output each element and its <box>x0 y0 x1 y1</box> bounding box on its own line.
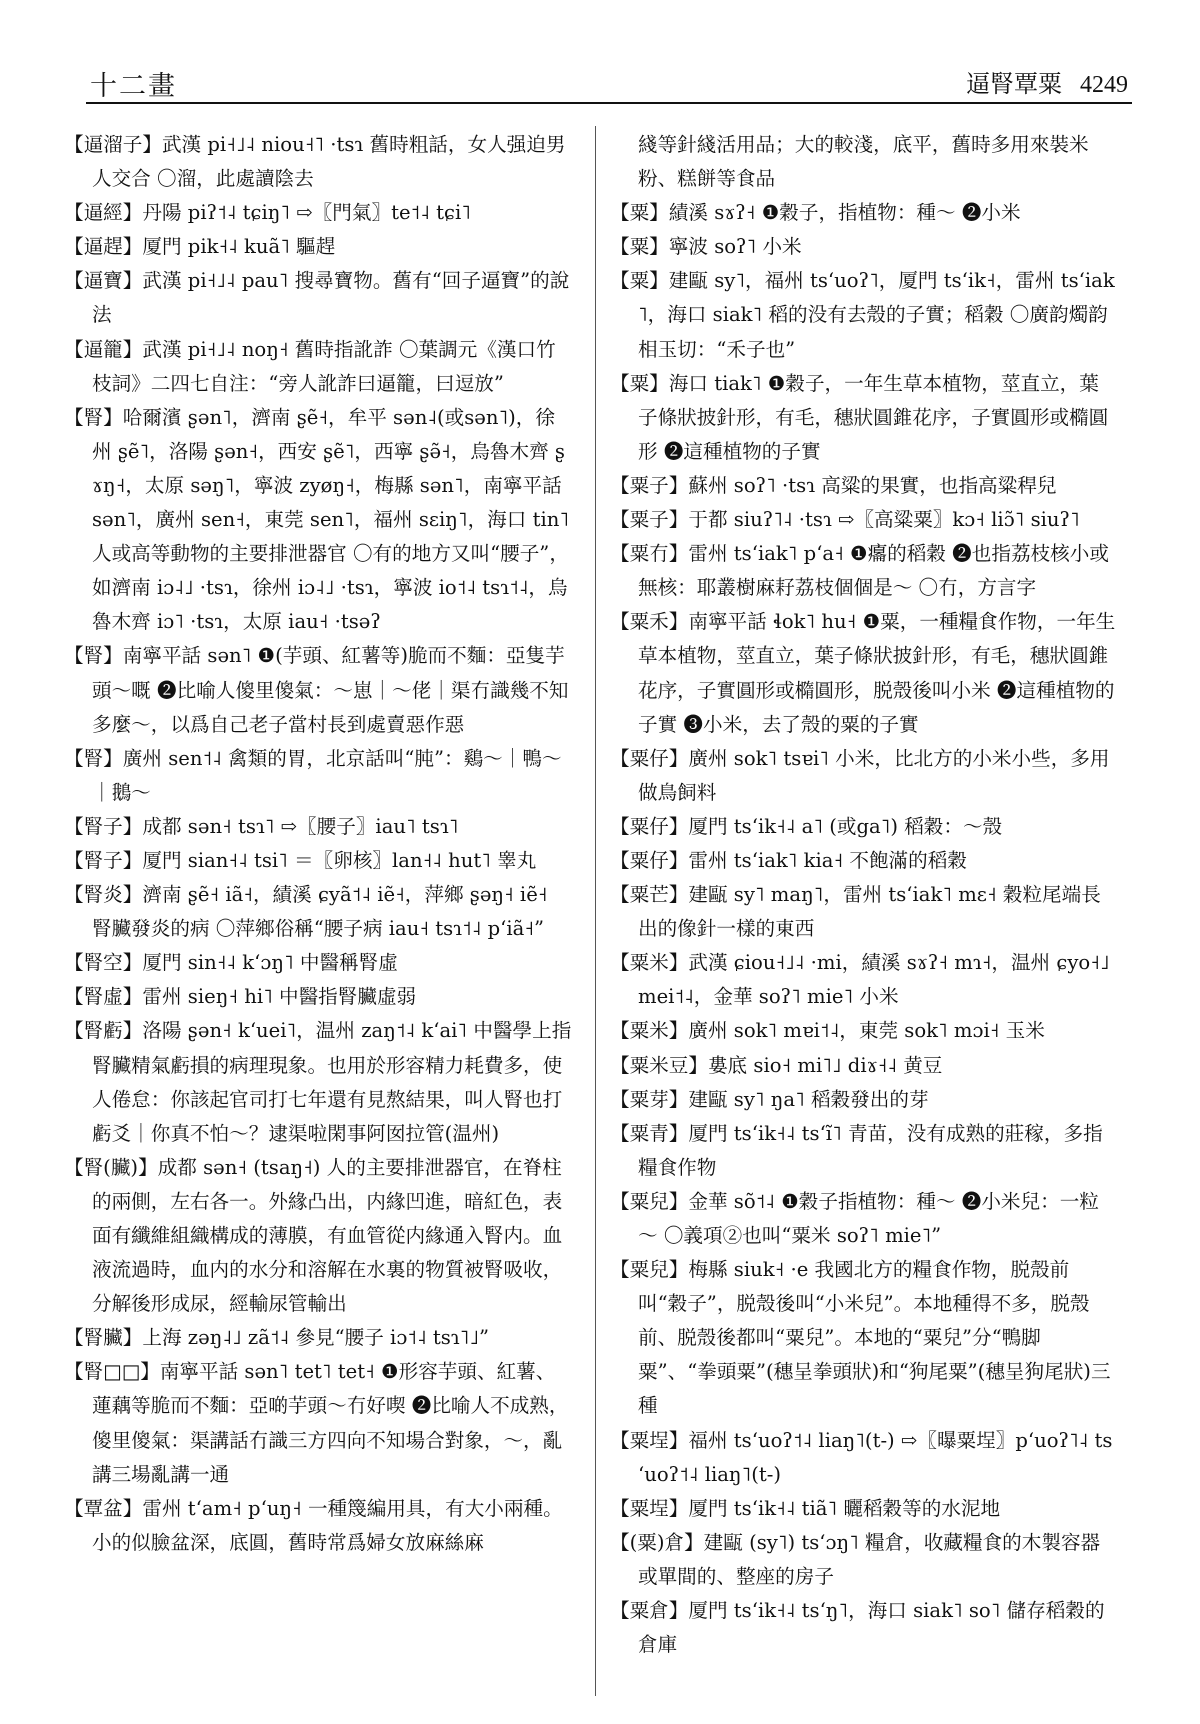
section-label: 十二畫 <box>90 71 177 102</box>
column-divider <box>595 126 596 1696</box>
dictionary-entry: 【粟】建甌 sy˥，福州 tsʻuoʔ˥，厦門 tsʻik˧，雷州 tsʻiak˥，海口 siak˥ 稻的没有去殼的子實；稻穀 〇廣韵燭韵相玉切：“禾子也” <box>610 269 1115 361</box>
dictionary-entry: 【腎】南寧平話 sən˥ ❶(芋頭、紅薯等)脆而不麵：亞隻芋頭～嘅 ❷比喻人傻里傻氣：～崽｜～佬｜渠冇識幾不知多麼～，以爲自己老子當村長到處賣惡作惡 <box>64 644 569 736</box>
right-column <box>610 128 1118 1662</box>
headwords: 逼腎覃粟 <box>966 70 1062 98</box>
dictionary-entry: 【逼籠】武漢 pi˧˩˨ noŋ˧ 舊時指訛詐 〇葉調元《漢口竹枝詞》二四七自注：“旁人訛詐曰逼籠，曰逗放” <box>64 337 556 395</box>
dictionary-entry: 【粟】績溪 sɤʔ˧ ❶穀子，指植物：種～ ❷小米 <box>610 201 1021 225</box>
dictionary-entry: 【腎子】厦門 sian˧˨ tsi˥ ＝〖卵核〗lan˧˨ hut˥ 睾丸 <box>64 848 537 872</box>
dictionary-entry: 【粟青】厦門 tsʻik˧˨ tsʻĩ˥ 青苗，没有成熟的莊稼，多指糧食作物 <box>610 1121 1103 1179</box>
dictionary-entry: 【腎炎】濟南 ʂẽ˧ iã˧，績溪 ɕyã˦˨ iẽ˧，萍鄉 ʂəŋ˧ iẽ˧ 腎臟發炎的病 〇萍鄉俗稱“腰子病 iau˧ tsɿ˦˨ pʻiã˧” <box>64 883 548 941</box>
dictionary-entry: 【粟仔】雷州 tsʻiak˥ kia˧ 不飽滿的稻穀 <box>610 848 967 872</box>
dictionary-entry: 【粟埕】福州 tsʻuoʔ˦˨ liaŋ˥(t-) ⇨〖曝粟埕〗pʻuoʔ˥˨ tsʻuoʔ˦˨ liaŋ˥(t-) <box>610 1428 1113 1486</box>
dictionary-entry: 【粟米】廣州 sok˥ mɐi˦˨，東莞 sok˥ mɔi˧ 玉米 <box>610 1019 1045 1043</box>
dictionary-entry: 【腎子】成都 sən˧ tsɿ˥ ⇨〖腰子〗iau˥ tsɿ˥ <box>64 814 459 838</box>
dictionary-entry: 【腎臟】上海 zəŋ˨˩ zã˦˨ 參見“腰子 iɔ˦˨ tsɿ˥˩” <box>64 1326 489 1350</box>
dictionary-entry: 【粟米】武漢 ɕiou˧˩˨ ·mi，績溪 sɤʔ˧ mɿ˧，温州 ɕyo˧˩ mei˦˨，金華 soʔ˥ mie˥ 小米 <box>610 951 1110 1009</box>
dictionary-entry: 【逼趕】厦門 pik˧˨ kuã˥ 驅趕 <box>64 235 336 259</box>
dictionary-entry: 【腎□□】南寧平話 sən˥ tet˥ tet˧ ❶形容芋頭、紅薯、蓮藕等脆而不麵：亞啲芋頭～冇好喫 ❷比喻人不成熟，傻里傻氣：渠講話冇識三方四向不知場合對象，～，亂講三場亂講一通 <box>64 1360 569 1486</box>
page-header <box>86 58 1132 104</box>
dictionary-entry: 【腎虛】雷州 sieŋ˧ hi˥ 中醫指腎臟虛弱 <box>64 985 417 1009</box>
dictionary-entry: 綫等針綫活用品；大的較淺，底平，舊時多用來裝米粉、糕餅等食品 <box>638 133 1089 191</box>
dictionary-entry: 【腎空】厦門 sin˧˨ kʻɔŋ˥ 中醫稱腎虛 <box>64 951 398 975</box>
dictionary-entry: 【粟子】蘇州 soʔ˥ ·tsɿ 高粱的果實，也指高粱稈兒 <box>610 473 1057 497</box>
dictionary-entry: 【粟】海口 tiak˥ ❶穀子，一年生草本植物，莖直立，葉子條狀披針形，有毛，穗狀圓錐花序，子實圓形或橢圓形 ❷這種植物的子實 <box>610 371 1109 463</box>
dictionary-entry: 【腎】廣州 sen˦˨ 禽類的胃，北京話叫“肫”：鷄～｜鴨～｜鵝～ <box>64 746 562 804</box>
left-column <box>64 128 572 1560</box>
dictionary-entry: 【粟兒】金華 sõ˦˨ ❶穀子指植物：種～ ❷小米兒：一粒～ 〇義項②也叫“粟米 soʔ˥ mie˥” <box>610 1189 1099 1247</box>
dictionary-entry: 【粟芒】建甌 sy˥ maŋ˥，雷州 tsʻiak˥ mɛ˧ 穀粒尾端長出的像針一樣的東西 <box>610 883 1101 941</box>
page-number: 4249 <box>1080 72 1128 98</box>
running-head <box>966 64 1128 99</box>
dictionary-entry: 【粟倉】厦門 tsʻik˧˨ tsʻŋ˥，海口 siak˥ so˥ 儲存稻穀的倉庫 <box>610 1599 1105 1657</box>
dictionary-entry: 【(粟)倉】建甌 (sy˥) tsʻɔŋ˥ 糧倉，收藏糧食的木製容器或單間的、整座的房子 <box>610 1530 1101 1588</box>
dictionary-entry: 【逼寶】武漢 pi˧˩˨ pau˥ 搜尋寶物。舊有“回子逼寶”的說法 <box>64 269 570 327</box>
dictionary-entry: 【粟米豆】婁底 sio˧ mi˥˩ diɤ˧˨ 黄豆 <box>610 1053 943 1077</box>
dictionary-entry: 【逼溜子】武漢 pi˧˩˨ niou˧˥ ·tsɿ 舊時粗話，女人强迫男人交合 〇溜，此處讀陰去 <box>64 133 566 191</box>
dictionary-entry: 【粟仔】廣州 sok˥ tsɐi˥ 小米，比北方的小米小些，多用做鳥飼料 <box>610 746 1110 804</box>
dictionary-entry: 【粟仔】厦門 tsʻik˧˨ a˥ (或ga˥) 稻穀：～殼 <box>610 814 1003 838</box>
dictionary-entry: 【粟芽】建甌 sy˥ ŋa˥ 稻穀發出的芽 <box>610 1087 929 1111</box>
dictionary-entry: 【腎虧】洛陽 ʂən˧ kʻuei˥，温州 zaŋ˦˨ kʻai˥ 中醫學上指腎臟精氣虧損的病理現象。也用於形容精力耗費多，使人倦怠：你該起官司打七年還有見熬結果，叫人腎也打虧爻｜你真不怕～？逮渠啦閑事阿囡拉管(温州) <box>64 1019 572 1145</box>
dictionary-entry: 【逼經】丹陽 piʔ˦˨ tɕiŋ˥ ⇨〖門氣〗te˦˨ tɕi˥ <box>64 201 471 225</box>
dictionary-entry: 【粟子】于都 siuʔ˥˨ ·tsɿ ⇨〖高粱粟〗kɔ˧ liɔ̃˥ siuʔ˥ <box>610 508 1080 532</box>
dictionary-entry: 【腎】哈爾濱 ʂən˥，濟南 ʂẽ˧，牟平 sən˨(或sən˥)，徐州 ʂẽ˥，洛陽 ʂən˧，西安 ʂẽ˥，西寧 ʂə̃˧，烏魯木齊 ʂɤŋ˧，太原 səŋ˥，寧波 zyøŋ˧，梅縣 sən˥，南寧平話 sən˥，廣州 sen˧，東莞 sen˥，福州 sɛiŋ˥，海口 tin˥ 人或高等動物的主要排泄器官 〇有的地方又叫“腰子”，如濟南 iɔ˨˩ ·tsɿ，徐州 iɔ˨˩ ·tsɿ，寧波 io˦˨ tsɿ˦˨，烏魯木齊 iɔ˥ ·tsɿ，太原 iau˧ ·tsəʔ <box>64 405 570 634</box>
dictionary-entry: 【粟】寧波 soʔ˥ 小米 <box>610 235 802 259</box>
dictionary-entry: 【覃盆】雷州 tʻam˧ pʻuŋ˧ 一種篾編用具，有大小兩種。小的似臉盆深，底圓，舊時常爲婦女放麻絲麻 <box>64 1496 563 1554</box>
dictionary-entry: 【粟兒】梅縣 siuk˧ ·e 我國北方的糧食作物，脱殼前叫“穀子”，脱殼後叫“小米兒”。本地種得不多，脱殼前、脱殼後都叫“粟兒”。本地的“粟兒”分“鴨脚粟”、“拳頭粟”(穗呈拳頭狀)和“狗尾粟”(穗呈狗尾狀)三種 <box>610 1258 1111 1418</box>
dictionary-entry: 【腎(臟)】成都 sən˧ (tsaŋ˧) 人的主要排泄器官，在脊柱的兩側，左右各一。外緣凸出，内緣凹進，暗紅色，表面有纖維組織構成的薄膜，有血管從内緣通入腎内。血液流過時，血内的水分和溶解在水裏的物質被腎吸收，分解後形成尿，經輸尿管輸出 <box>64 1155 563 1316</box>
dictionary-entry: 【粟禾】南寧平話 ɬok˥ hu˧ ❶粟，一種糧食作物，一年生草本植物，莖直立，葉子條狀披針形，有毛，穗狀圓錐花序，子實圓形或橢圓形，脱殼後叫小米 ❷這種植物的子實 ❸小米，去了殼的粟的子實 <box>610 610 1116 736</box>
dictionary-entry: 【粟冇】雷州 tsʻiak˥ pʻa˧ ❶癟的稻穀 ❷也指荔枝核小或無核：耶叢樹麻耔荔枝個個是～ 〇冇，方言字 <box>610 542 1109 600</box>
dictionary-entry: 【粟埕】厦門 tsʻik˧˨ tiã˥ 曬稻穀等的水泥地 <box>610 1496 1001 1520</box>
